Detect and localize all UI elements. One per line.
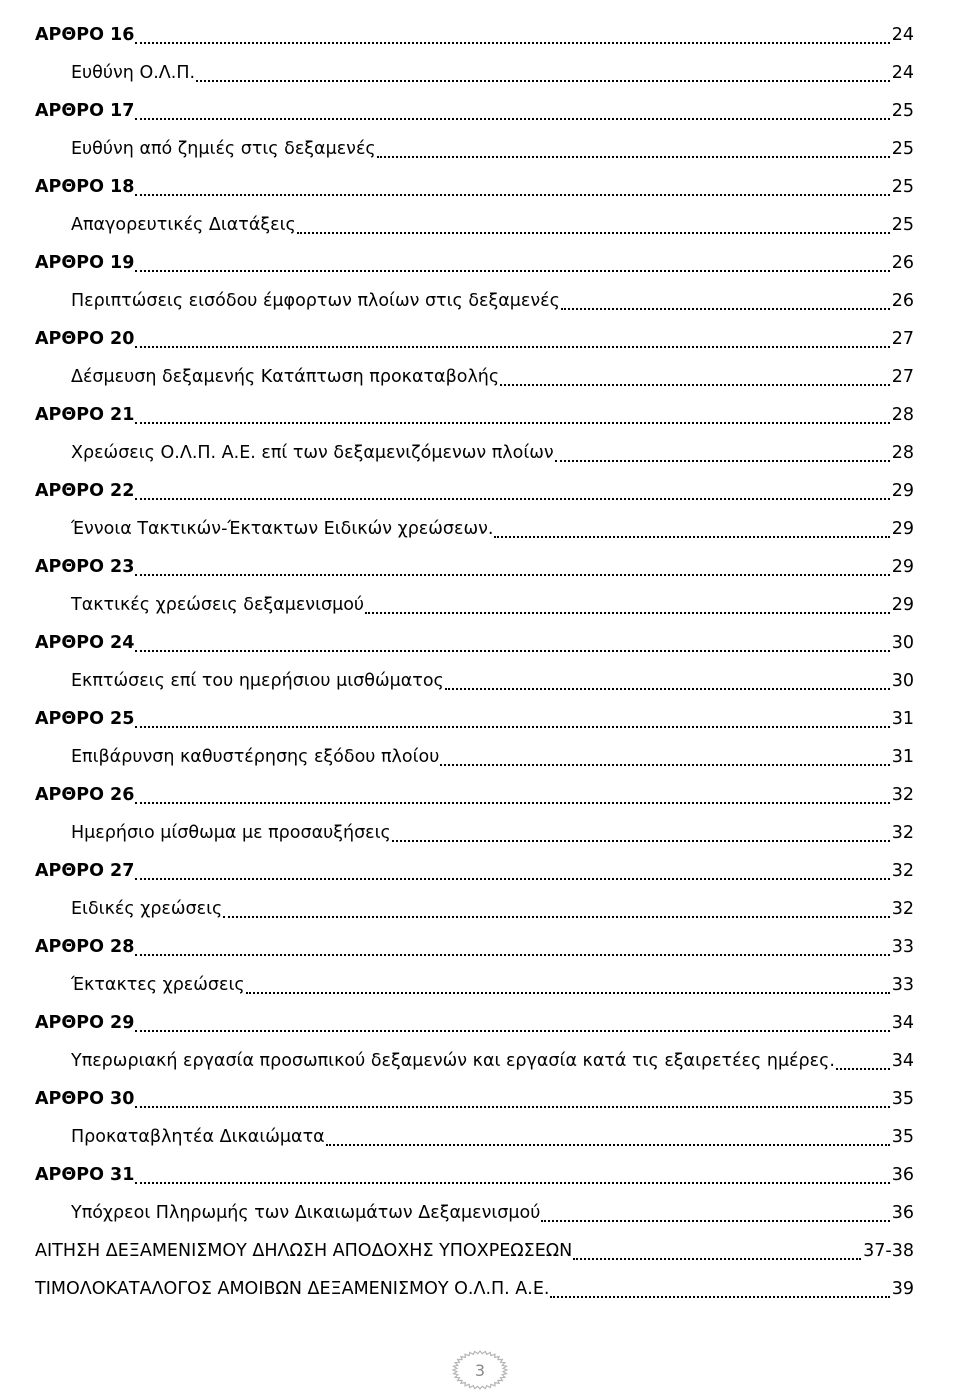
dot-leader [135,193,889,196]
toc-entry-page: 32 [891,823,914,843]
toc-entry-appendix[interactable] [0,1270,960,1308]
toc-entry-label: Δέσμευση δεξαμενής Κατάπτωση προκαταβολής [71,367,500,387]
dot-leader [135,1105,889,1108]
toc-entry-article[interactable] [0,928,960,966]
dot-leader [196,79,890,82]
toc-entry-section[interactable] [0,890,960,928]
toc-entry-article[interactable] [0,1004,960,1042]
toc-entry-section[interactable] [0,1194,960,1232]
toc-entry-page: 27 [891,367,914,387]
dot-leader [246,991,890,994]
dot-leader [836,1067,890,1070]
dot-leader [135,649,889,652]
toc-entry-article[interactable] [0,624,960,662]
dot-leader [135,725,889,728]
toc-entry-section[interactable] [0,1118,960,1156]
toc-entry-page: 29 [891,557,914,577]
page-number: 3 [474,1361,486,1380]
toc-entry-page: 25 [891,177,914,197]
dot-leader [573,1257,861,1260]
dot-leader [500,383,890,386]
toc-entry-label: Έκτακτες χρεώσεις [71,975,245,995]
dot-leader [494,535,889,538]
toc-entry-page: 35 [891,1127,914,1147]
toc-entry-label: ΑΙΤΗΣΗ ΔΕΞΑΜΕΝΙΣΜΟΥ ΔΗΛΩΣΗ ΑΠΟΔΟΧΗΣ ΥΠΟΧΡΕΩΣΕΩΝ [35,1241,573,1261]
toc-entry-page: 28 [891,405,914,425]
dot-leader [135,1029,889,1032]
toc-entry-page: 29 [891,519,914,539]
dot-leader [135,1181,889,1184]
dot-leader [392,839,890,842]
toc-entry-page: 32 [891,861,914,881]
toc-entry-label: ΑΡΘΡΟ 20 [35,329,135,349]
toc-entry-label: ΑΡΘΡΟ 17 [35,101,135,121]
dot-leader [440,763,889,766]
dot-leader [445,687,890,690]
toc-entry-label: Ευθύνη Ο.Λ.Π. [71,63,196,83]
dot-leader [135,801,889,804]
toc-entry-page: 29 [891,595,914,615]
toc-entry-label: ΑΡΘΡΟ 24 [35,633,135,653]
toc-entry-label: ΑΡΘΡΟ 23 [35,557,135,577]
toc-entry-article[interactable] [0,320,960,358]
toc-entry-label: Υπερωριακή εργασία προσωπικού δεξαμενών και εργασία κατά τις εξαιρετέες ημέρες. [71,1051,835,1071]
toc-entry-page: 30 [891,633,914,653]
toc-entry-page: 25 [891,101,914,121]
toc-entry-page: 37-38 [863,1241,914,1261]
toc-entry-page: 24 [891,63,914,83]
dot-leader [135,41,889,44]
toc-entry-section[interactable] [0,814,960,852]
toc-entry-label: Ημερήσιο μίσθωμα με προσαυξήσεις [71,823,391,843]
toc-entry-label: Εκπτώσεις επί του ημερήσιου μισθώματος [71,671,444,691]
toc-entry-section[interactable] [0,358,960,396]
toc-entry-label: Ευθύνη από ζημιές στις δεξαμενές [71,139,376,159]
toc-entry-section[interactable] [0,130,960,168]
toc-entry-page: 30 [891,671,914,691]
dot-leader [377,155,890,158]
toc-entry-page: 32 [891,899,914,919]
toc-entry-page: 32 [891,785,914,805]
dot-leader [135,953,889,956]
toc-entry-page: 34 [891,1051,914,1071]
toc-entry-article[interactable] [0,92,960,130]
toc-entry-article[interactable] [0,168,960,206]
toc-entry-article[interactable] [0,472,960,510]
dot-leader [135,117,889,120]
page-number-badge [449,1348,511,1392]
toc-entry-article[interactable] [0,1080,960,1118]
toc-entry-label: ΑΡΘΡΟ 29 [35,1013,135,1033]
toc-entry-section[interactable] [0,738,960,776]
toc-entry-page: 26 [891,253,914,273]
toc-entry-label: Χρεώσεις Ο.Λ.Π. Α.Ε. επί των δεξαμενιζόμενων πλοίων [71,443,554,463]
toc-entry-page: 36 [891,1165,914,1185]
toc-entry-page: 26 [891,291,914,311]
toc-entry-label: ΑΡΘΡΟ 28 [35,937,135,957]
toc-entry-appendix[interactable] [0,1232,960,1270]
toc-entry-label: ΑΡΘΡΟ 16 [35,25,135,45]
toc-entry-section[interactable] [0,434,960,472]
toc-entry-label: ΑΡΘΡΟ 19 [35,253,135,273]
dot-leader [135,269,889,272]
toc-entry-label: Επιβάρυνση καθυστέρησης εξόδου πλοίου [71,747,440,767]
toc-entry-article[interactable] [0,396,960,434]
dot-leader [561,307,890,310]
toc-entry-label: Τακτικές χρεώσεις δεξαμενισμού [71,595,365,615]
toc-entry-label: ΑΡΘΡΟ 22 [35,481,135,501]
toc-entry-section[interactable] [0,54,960,92]
toc-entry-section[interactable] [0,662,960,700]
dot-leader [135,497,889,500]
toc-entry-page: 28 [891,443,914,463]
dot-leader [297,231,890,234]
dot-leader [550,1295,889,1298]
table-of-contents [0,16,960,1308]
toc-entry-article[interactable] [0,244,960,282]
toc-entry-label: ΑΡΘΡΟ 26 [35,785,135,805]
toc-entry-article[interactable] [0,548,960,586]
toc-entry-page: 39 [891,1279,914,1299]
toc-entry-section[interactable] [0,966,960,1004]
toc-entry-label: ΑΡΘΡΟ 25 [35,709,135,729]
dot-leader [135,877,889,880]
toc-entry-page: 29 [891,481,914,501]
toc-entry-section[interactable] [0,586,960,624]
toc-entry-label: Απαγορευτικές Διατάξεις [71,215,296,235]
dot-leader [135,421,889,424]
toc-entry-page: 36 [891,1203,914,1223]
toc-entry-section[interactable] [0,1042,960,1080]
toc-entry-page: 25 [891,215,914,235]
toc-entry-label: Έννοια Τακτικών-Έκτακτων Ειδικών χρεώσεων. [71,519,494,539]
toc-entry-article[interactable] [0,700,960,738]
dot-leader [135,345,889,348]
toc-entry-page: 24 [891,25,914,45]
dot-leader [135,573,889,576]
toc-entry-page: 35 [891,1089,914,1109]
toc-entry-page: 27 [891,329,914,349]
toc-entry-label: Περιπτώσεις εισόδου έμφορτων πλοίων στις δεξαμενές [71,291,560,311]
toc-entry-page: 34 [891,1013,914,1033]
toc-entry-section[interactable] [0,510,960,548]
dot-leader [326,1143,890,1146]
toc-entry-label: Προκαταβλητέα Δικαιώματα [71,1127,325,1147]
toc-entry-page: 25 [891,139,914,159]
toc-entry-page: 31 [891,747,914,767]
toc-entry-page: 31 [891,709,914,729]
dot-leader [365,611,890,614]
toc-entry-section[interactable] [0,206,960,244]
toc-entry-label: ΑΡΘΡΟ 18 [35,177,135,197]
toc-entry-label: Υπόχρεοι Πληρωμής των Δικαιωμάτων Δεξαμενισμού [71,1203,541,1223]
toc-entry-article[interactable] [0,776,960,814]
toc-entry-article[interactable] [0,16,960,54]
toc-entry-label: ΑΡΘΡΟ 27 [35,861,135,881]
toc-entry-label: ΤΙΜΟΛΟΚΑΤΑΛΟΓΟΣ ΑΜΟΙΒΩΝ ΔΕΞΑΜΕΝΙΣΜΟΥ Ο.Λ.Π. Α.Ε. [35,1279,550,1299]
toc-entry-article[interactable] [0,852,960,890]
toc-entry-label: ΑΡΘΡΟ 30 [35,1089,135,1109]
toc-entry-label: ΑΡΘΡΟ 31 [35,1165,135,1185]
toc-entry-article[interactable] [0,1156,960,1194]
toc-entry-label: Ειδικές χρεώσεις [71,899,223,919]
dot-leader [223,915,889,918]
dot-leader [541,1219,889,1222]
toc-entry-page: 33 [891,937,914,957]
toc-entry-label: ΑΡΘΡΟ 21 [35,405,135,425]
dot-leader [555,459,890,462]
toc-entry-section[interactable] [0,282,960,320]
toc-entry-page: 33 [891,975,914,995]
